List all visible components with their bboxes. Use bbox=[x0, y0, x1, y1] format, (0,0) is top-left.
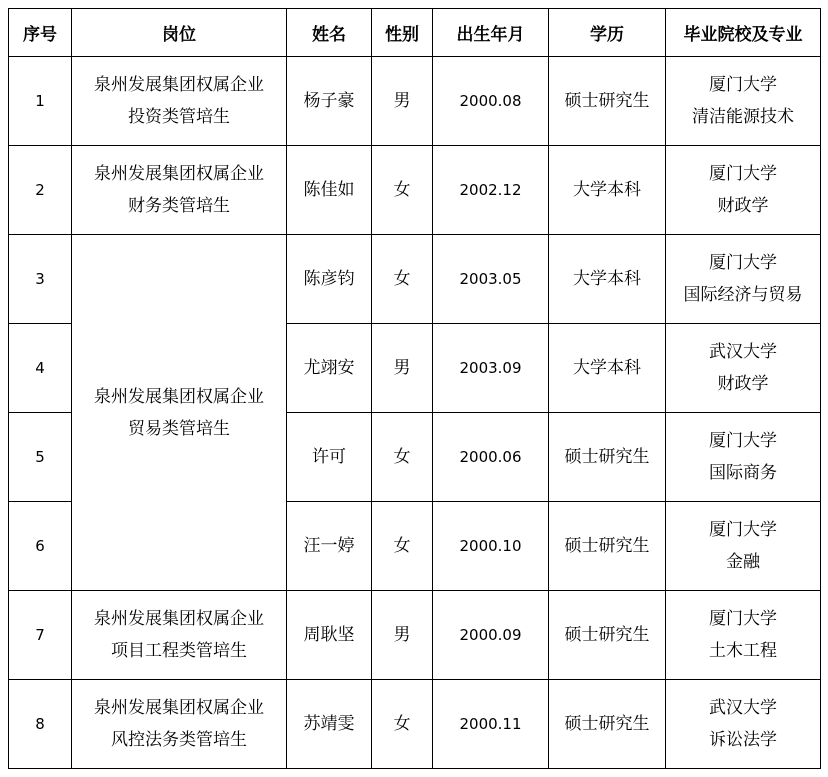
major: 国际商务 bbox=[709, 463, 777, 483]
gender-cell: 男 bbox=[372, 57, 433, 146]
major: 财政学 bbox=[717, 374, 769, 394]
name-cell: 许可 bbox=[287, 413, 372, 502]
seq-cell: 6 bbox=[9, 502, 72, 591]
name-cell: 尤翊安 bbox=[287, 324, 372, 413]
gender-cell: 女 bbox=[372, 146, 433, 235]
position-cell bbox=[72, 57, 287, 146]
school-major-cell bbox=[666, 502, 821, 591]
seq-cell: 3 bbox=[9, 235, 72, 324]
position-cell bbox=[72, 146, 287, 235]
position-org: 泉州发展集团权属企业 bbox=[94, 698, 264, 718]
education-cell: 硕士研究生 bbox=[549, 413, 666, 502]
position-org: 泉州发展集团权属企业 bbox=[94, 386, 264, 407]
gender-cell: 女 bbox=[372, 235, 433, 324]
position-title: 投资类管培生 bbox=[128, 107, 230, 127]
school: 厦门大学 bbox=[709, 520, 777, 540]
seq-cell: 4 bbox=[9, 324, 72, 413]
table-row bbox=[9, 146, 821, 235]
birth-cell: 2003.09 bbox=[433, 324, 549, 413]
name-cell: 周耿坚 bbox=[287, 591, 372, 680]
name-cell: 陈佳如 bbox=[287, 146, 372, 235]
gender-cell: 女 bbox=[372, 680, 433, 769]
position-org: 泉州发展集团权属企业 bbox=[94, 609, 264, 629]
table-row bbox=[9, 235, 821, 324]
school: 武汉大学 bbox=[709, 698, 777, 718]
position-cell bbox=[72, 591, 287, 680]
school-major-cell bbox=[666, 591, 821, 680]
birth-cell: 2000.09 bbox=[433, 591, 549, 680]
major: 诉讼法学 bbox=[709, 730, 777, 750]
school: 厦门大学 bbox=[709, 431, 777, 451]
position-cell bbox=[72, 235, 287, 591]
header-education: 学历 bbox=[549, 9, 666, 57]
name-cell: 陈彦钧 bbox=[287, 235, 372, 324]
name-cell: 汪一婷 bbox=[287, 502, 372, 591]
birth-cell: 2000.11 bbox=[433, 680, 549, 769]
seq-cell: 8 bbox=[9, 680, 72, 769]
seq-cell: 2 bbox=[9, 146, 72, 235]
education-cell: 大学本科 bbox=[549, 235, 666, 324]
school-major-cell bbox=[666, 57, 821, 146]
education-cell: 硕士研究生 bbox=[549, 591, 666, 680]
position-cell bbox=[72, 680, 287, 769]
header-name: 姓名 bbox=[287, 9, 372, 57]
seq-cell: 7 bbox=[9, 591, 72, 680]
major: 国际经济与贸易 bbox=[683, 285, 803, 305]
major: 土木工程 bbox=[709, 641, 777, 661]
major: 财政学 bbox=[717, 196, 769, 216]
birth-cell: 2002.12 bbox=[433, 146, 549, 235]
position-org: 泉州发展集团权属企业 bbox=[94, 75, 264, 95]
header-school-major: 毕业院校及专业 bbox=[666, 9, 821, 57]
school-major-cell bbox=[666, 324, 821, 413]
header-position: 岗位 bbox=[72, 9, 287, 57]
education-cell: 硕士研究生 bbox=[549, 57, 666, 146]
position-title: 财务类管培生 bbox=[128, 196, 230, 216]
table-row bbox=[9, 57, 821, 146]
education-cell: 大学本科 bbox=[549, 146, 666, 235]
school-major-cell bbox=[666, 235, 821, 324]
name-cell: 杨子豪 bbox=[287, 57, 372, 146]
header-seq: 序号 bbox=[9, 9, 72, 57]
table-row bbox=[9, 591, 821, 680]
birth-cell: 2000.06 bbox=[433, 413, 549, 502]
gender-cell: 男 bbox=[372, 324, 433, 413]
position-title: 贸易类管培生 bbox=[128, 418, 230, 439]
gender-cell: 男 bbox=[372, 591, 433, 680]
birth-cell: 2000.08 bbox=[433, 57, 549, 146]
school-major-cell bbox=[666, 680, 821, 769]
gender-cell: 女 bbox=[372, 502, 433, 591]
birth-cell: 2003.05 bbox=[433, 235, 549, 324]
education-cell: 硕士研究生 bbox=[549, 502, 666, 591]
school-major-cell bbox=[666, 146, 821, 235]
education-cell: 硕士研究生 bbox=[549, 680, 666, 769]
major: 清洁能源技术 bbox=[692, 107, 794, 127]
name-cell: 苏靖雯 bbox=[287, 680, 372, 769]
seq-cell: 5 bbox=[9, 413, 72, 502]
roster-table bbox=[8, 8, 821, 769]
education-cell: 大学本科 bbox=[549, 324, 666, 413]
seq-cell: 1 bbox=[9, 57, 72, 146]
position-title: 项目工程类管培生 bbox=[111, 641, 247, 661]
gender-cell: 女 bbox=[372, 413, 433, 502]
birth-cell: 2000.10 bbox=[433, 502, 549, 591]
table-row bbox=[9, 680, 821, 769]
school: 厦门大学 bbox=[709, 164, 777, 184]
header-birth: 出生年月 bbox=[433, 9, 549, 57]
header-row bbox=[9, 9, 821, 57]
major: 金融 bbox=[726, 552, 760, 572]
school-major-cell bbox=[666, 413, 821, 502]
school: 武汉大学 bbox=[709, 342, 777, 362]
school: 厦门大学 bbox=[709, 609, 777, 629]
school: 厦门大学 bbox=[709, 253, 777, 273]
position-org: 泉州发展集团权属企业 bbox=[94, 164, 264, 184]
position-title: 风控法务类管培生 bbox=[111, 730, 247, 750]
school: 厦门大学 bbox=[709, 75, 777, 95]
header-gender: 性别 bbox=[372, 9, 433, 57]
